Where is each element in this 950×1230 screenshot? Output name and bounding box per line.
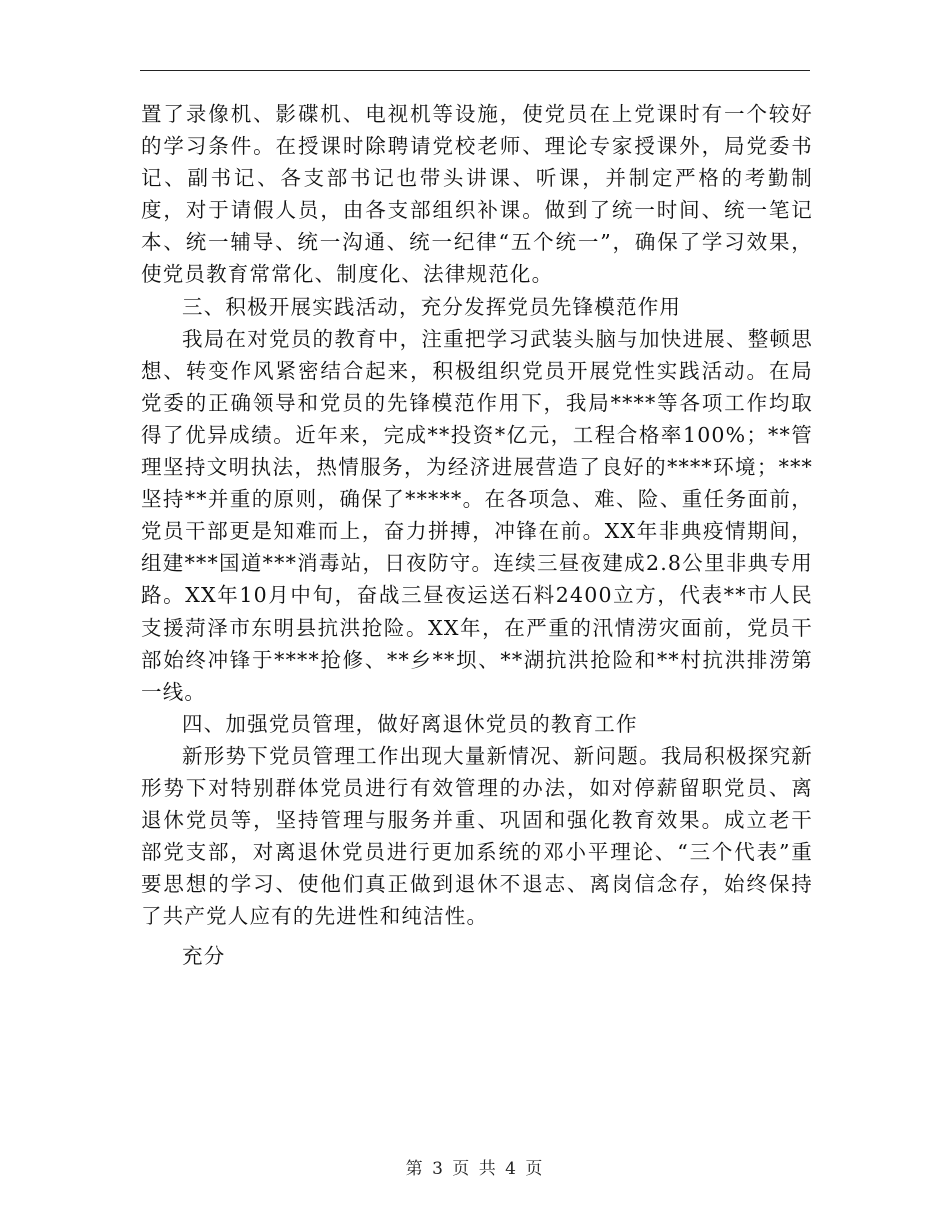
document-body: [141, 98, 813, 973]
paragraph-member-management: 新形势下党员管理工作出现大量新情况、新问题。我局积极探究新形势下对特别群体党员进行有效管理的办法，如对停薪留职党员、离退休党员等，坚持管理与服务并重、巩固和强化教育效果。成立老干部党支部，对离退休党员进行更加系统的邓小平理论、“三个代表”重要思想的学习、使他们真正做到退休不退志、离岗信念存，始终保持了共产党人应有的先进性和纯洁性。: [141, 743, 813, 929]
section-heading-three: 三、积极开展实践活动，充分发挥党员先锋模范作用: [182, 294, 682, 319]
page-number: 第 3 页 共 4 页: [405, 1159, 545, 1179]
paragraph-continuation: 置了录像机、影碟机、电视机等设施，使党员在上党课时有一个较好的学习条件。在授课时除聘请党校老师、理论专家授课外，局党委书记、副书记、各支部书记也带头讲课、听课，并制定严格的考勤制度，对于请假人员，由各支部组织补课。做到了统一时间、统一笔记本、统一辅导、统一沟通、统一纪律“五个统一”，确保了学习效果，使党员教育常常化、制度化、法律规范化。: [141, 102, 813, 287]
header-rule: [140, 70, 810, 71]
section-heading-four: 四、加强党员管理，做好离退休党员的教育工作: [182, 711, 638, 736]
paragraph-practice-activities: 我局在对党员的教育中，注重把学习武装头脑与加快进展、整顿思想、转变作风紧密结合起来，积极组织党员开展党性实践活动。在局党委的正确领导和党员的先锋模范作用下，我局****等各项工作均取得了优异成绩。近年来，完成**投资*亿元，工程合格率100%；**管理坚持文明执法，热情服务，为经济进展营造了良好的****环境；***坚持**并重的原则，确保了*****。在各项急、难、险、重任务面前，党员干部更是知难而上，奋力拼搏，冲锋在前。XX年非典疫情期间，组建***国道***消毒站，日夜防守。连续三昼夜建成2.8公里非典专用路。XX年10月中旬，奋战三昼夜运送石料2400立方，代表**市人民支援菏泽市东明县抗洪抢险。XX年，在严重的汛情涝灾面前，党员干部始终冲锋于****抢修、**乡**坝、**湖抗洪抢险和**村抗洪排涝第一线。: [141, 326, 813, 704]
paragraph-fragment: 充分: [182, 944, 226, 969]
